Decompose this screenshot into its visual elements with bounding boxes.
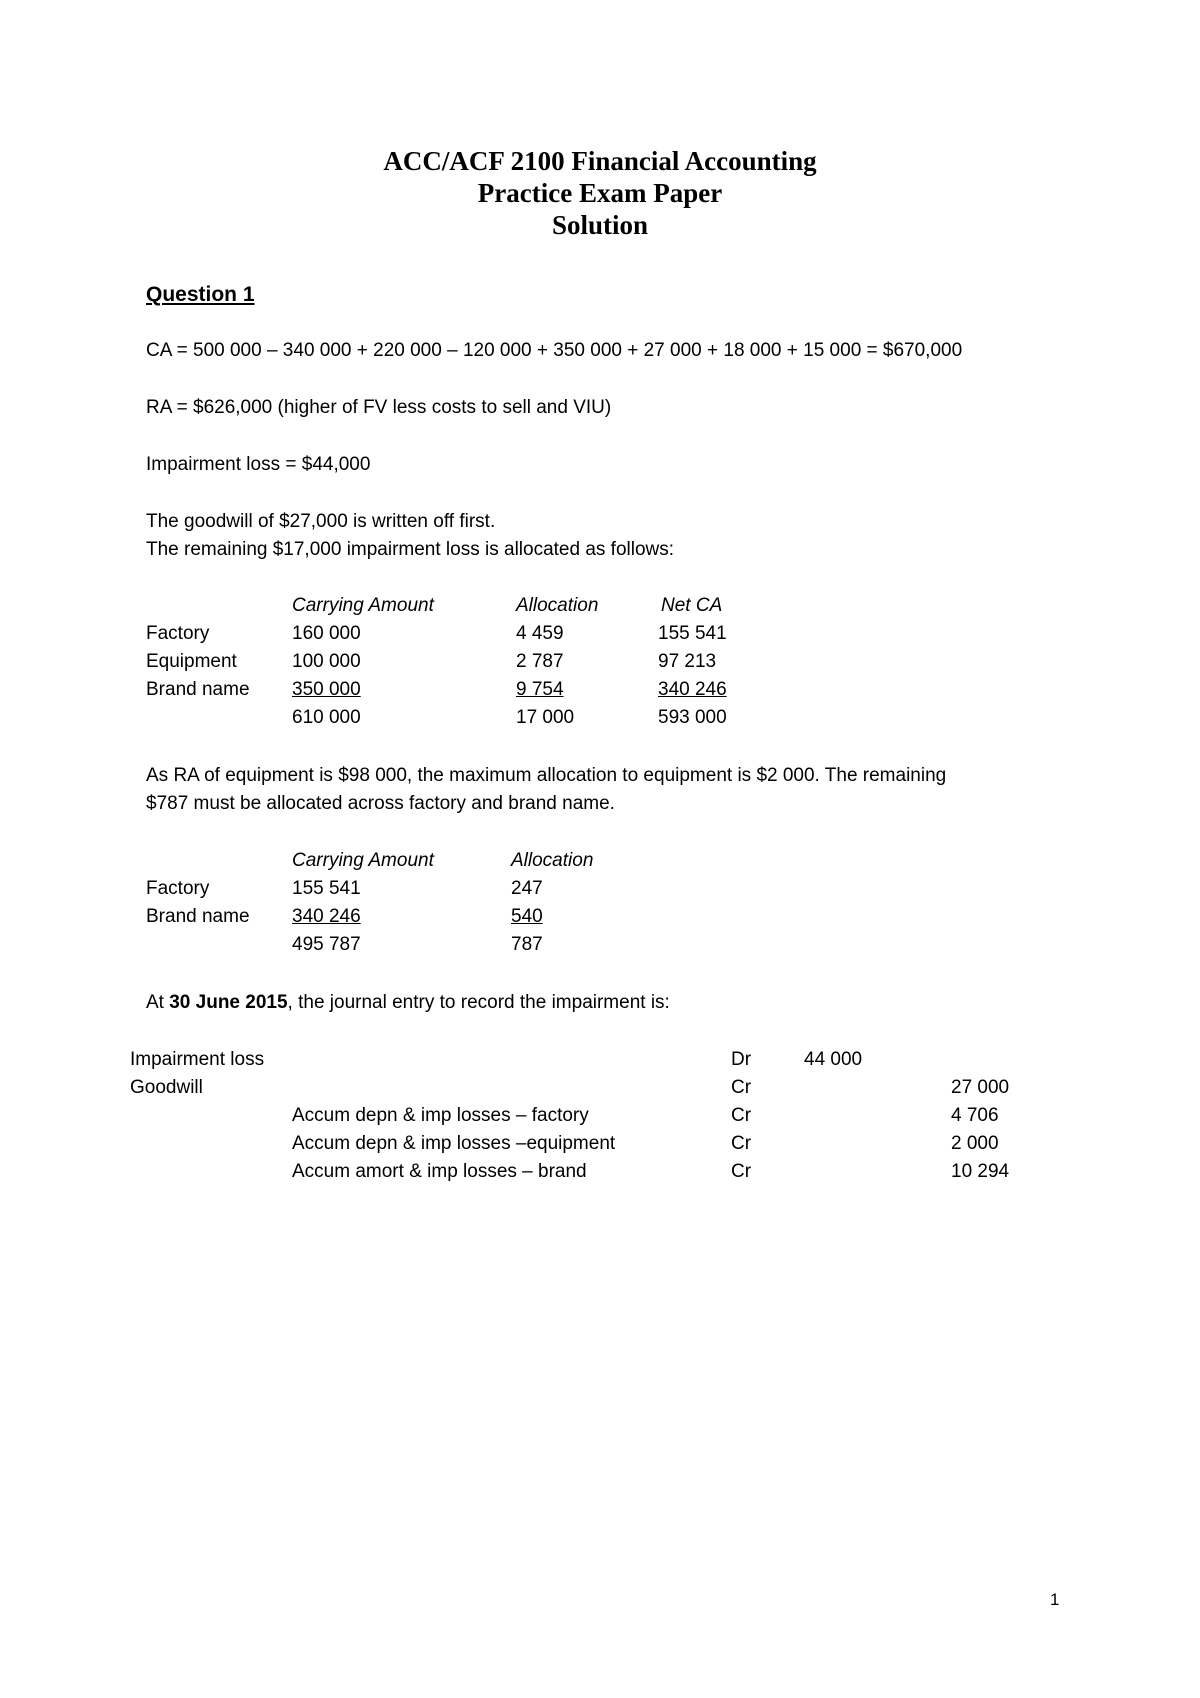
journal-drcr: Cr xyxy=(731,1133,752,1154)
journal-account: Impairment loss xyxy=(130,1049,265,1070)
table-header: Allocation xyxy=(511,850,594,871)
journal-account: Accum depn & imp losses – factory xyxy=(292,1105,589,1126)
table-cell: 155 541 xyxy=(292,878,361,899)
table-cell: 97 213 xyxy=(658,651,717,672)
journal-intro xyxy=(146,992,670,1014)
journal-account: Goodwill xyxy=(130,1077,203,1098)
equipment-limit-line: As RA of equipment is $98 000, the maximum allocation to equipment is $2 000. The remaining xyxy=(146,765,947,786)
table-row-label: Brand name xyxy=(146,906,250,927)
table-cell: 4 459 xyxy=(516,623,564,644)
table-header: Allocation xyxy=(516,595,599,616)
table-header: Carrying Amount xyxy=(292,850,434,871)
table-cell: 100 000 xyxy=(292,651,361,672)
journal-debit: 44 000 xyxy=(804,1049,863,1070)
journal-drcr: Dr xyxy=(731,1049,752,1070)
journal-credit: 2 000 xyxy=(951,1133,999,1154)
journal-credit: 4 706 xyxy=(951,1105,999,1126)
table-cell: 247 xyxy=(511,878,543,899)
journal-account: Accum depn & imp losses –equipment xyxy=(292,1133,616,1154)
table-total-cell: 495 787 xyxy=(292,934,361,955)
table-cell: 155 541 xyxy=(658,623,727,644)
page-number: 1 xyxy=(1050,1590,1060,1609)
document-title: ACC/ACF 2100 Financial Accounting xyxy=(383,146,817,176)
table-total-cell: 787 xyxy=(511,934,543,955)
journal-drcr: Cr xyxy=(731,1161,752,1182)
table-cell: 340 246 xyxy=(658,679,727,700)
remaining-allocation-line: The remaining $17,000 impairment loss is allocated as follows: xyxy=(146,539,675,560)
table-cell: 350 000 xyxy=(292,679,361,700)
goodwill-writeoff-line: The goodwill of $27,000 is written off first. xyxy=(146,511,496,532)
document-label: Solution xyxy=(551,210,649,240)
question-heading: Question 1 xyxy=(146,283,255,306)
table-row-label: Factory xyxy=(146,623,210,644)
table-total-cell: 593 000 xyxy=(658,707,727,728)
document-subtitle: Practice Exam Paper xyxy=(477,178,723,208)
table-cell: 160 000 xyxy=(292,623,361,644)
table-header: Net CA xyxy=(661,595,723,616)
table-total-cell: 610 000 xyxy=(292,707,361,728)
table-header: Carrying Amount xyxy=(292,595,434,616)
journal-credit: 10 294 xyxy=(951,1161,1010,1182)
carrying-amount-calculation: CA = 500 000 – 340 000 + 220 000 – 120 000 + 350 000 + 27 000 + 18 000 + 15 000 = $670,000 xyxy=(146,340,963,361)
impairment-loss-line: Impairment loss = $44,000 xyxy=(146,454,371,475)
reallocation-line: $787 must be allocated across factory and brand name. xyxy=(146,793,615,814)
journal-intro-date: 30 June 2015 xyxy=(169,992,288,1013)
table-row-label: Brand name xyxy=(146,679,250,700)
table-cell: 540 xyxy=(511,906,543,927)
table-row-label: Factory xyxy=(146,878,210,899)
journal-account: Accum amort & imp losses – brand xyxy=(292,1161,587,1182)
recoverable-amount-line: RA = $626,000 (higher of FV less costs to sell and VIU) xyxy=(146,397,612,418)
journal-drcr: Cr xyxy=(731,1077,752,1098)
journal-credit: 27 000 xyxy=(951,1077,1010,1098)
table-row-label: Equipment xyxy=(146,651,237,672)
table-total-cell: 17 000 xyxy=(516,707,575,728)
table-cell: 340 246 xyxy=(292,906,361,927)
table-cell: 9 754 xyxy=(516,679,564,700)
journal-intro-prefix: At xyxy=(146,992,170,1013)
table-cell: 2 787 xyxy=(516,651,564,672)
journal-intro-suffix: , the journal entry to record the impairment is: xyxy=(287,992,670,1013)
journal-drcr: Cr xyxy=(731,1105,752,1126)
